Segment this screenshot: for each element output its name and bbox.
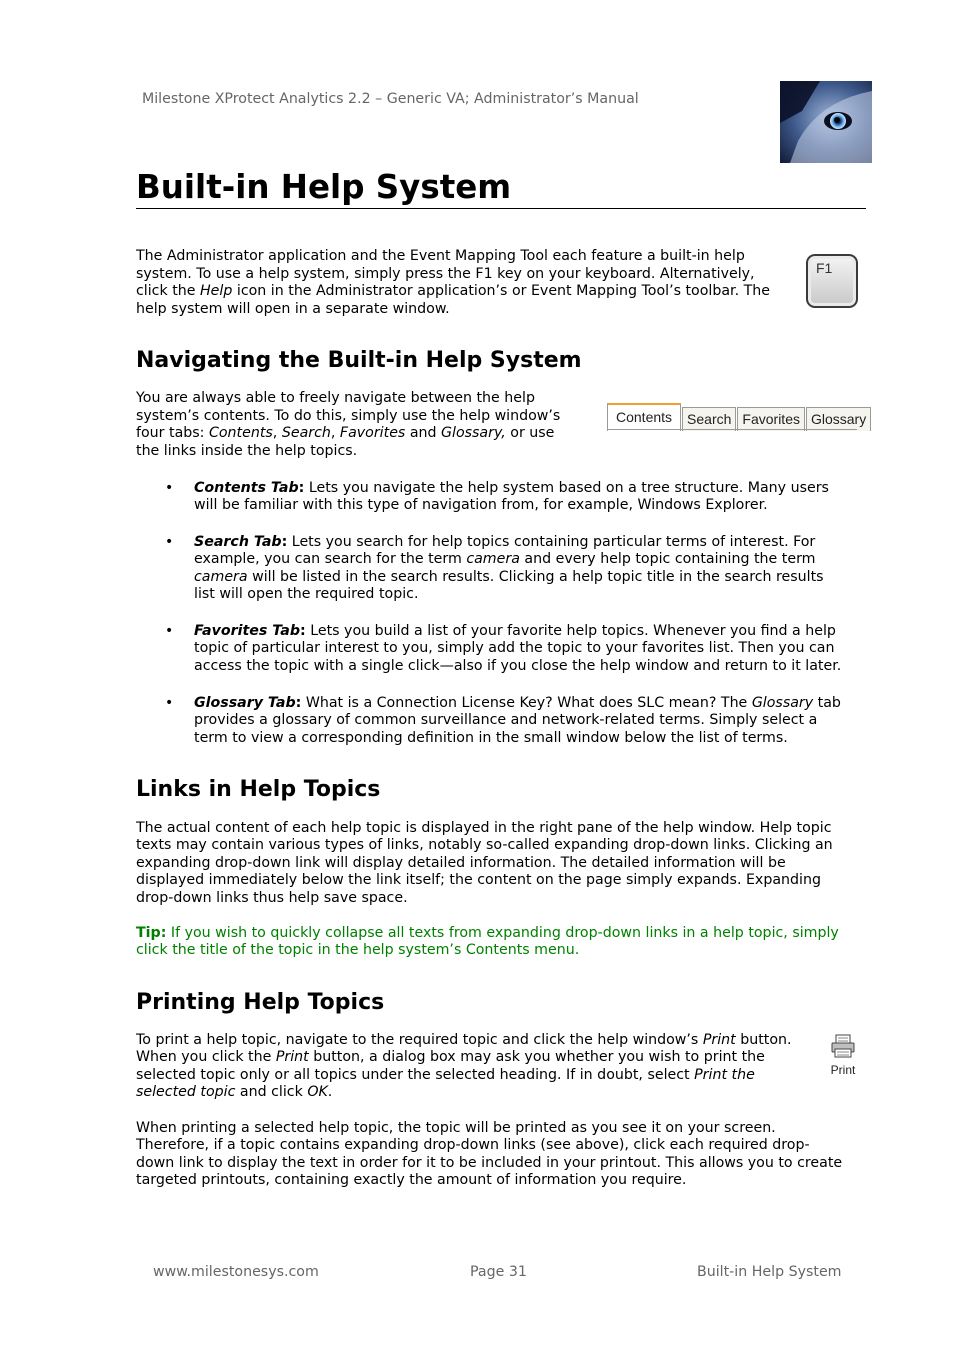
footer-website: www.milestonesys.com xyxy=(153,1264,319,1280)
bullet-marker: • xyxy=(165,534,174,550)
printing-p1-line-1: To print a help topic, navigate to the required topic and click the help window’s Print button. xyxy=(136,1032,792,1048)
nav-line-4: the links inside the help topics. xyxy=(136,443,358,459)
tab-glossary: Glossary xyxy=(806,407,871,431)
footer-page-number: Page 31 xyxy=(470,1264,527,1280)
tab-search: Search xyxy=(682,407,736,431)
nav-line-2: system’s contents. To do this, simply use the help window’s xyxy=(136,408,561,424)
printing-p1-line-3: selected topic only or all topics under the selected heading. If in doubt, select Print the xyxy=(136,1067,755,1083)
page-title: Built-in Help System xyxy=(136,168,512,206)
links-line-1: The actual content of each help topic is displayed in the right pane of the help window. Help topic xyxy=(136,820,832,836)
bullet-search-line-3: camera will be listed in the search results. Clicking a help topic title in the search results xyxy=(194,569,824,585)
bullet-contents-line-1: Contents Tab: Lets you navigate the help system based on a tree structure. Many users xyxy=(194,480,829,496)
printing-p1-line-4: selected topic and click OK. xyxy=(136,1084,333,1100)
bullet-glossary-line-2: provides a glossary of common surveillance and network-related terms. Simply select a xyxy=(194,712,818,728)
footer-section-title: Built-in Help System xyxy=(697,1264,842,1280)
links-heading: Links in Help Topics xyxy=(136,777,381,802)
printing-p2-line-3: down link to display the text in order for it to be included in your printout. This allows you to create xyxy=(136,1155,843,1171)
print-button-illustration xyxy=(826,1034,860,1078)
printing-heading: Printing Help Topics xyxy=(136,990,385,1015)
bullet-marker: • xyxy=(165,480,174,496)
printer-icon xyxy=(830,1034,856,1058)
printing-p2-line-1: When printing a selected help topic, the topic will be printed as you see it on your screen. xyxy=(136,1120,776,1136)
bullet-search-line-2: example, you can search for the term camera and every help topic containing the term xyxy=(194,551,816,567)
tab-favorites: Favorites xyxy=(737,407,805,431)
intro-line-1: The Administrator application and the Event Mapping Tool each feature a built-in help xyxy=(136,248,745,264)
bullet-marker: • xyxy=(165,623,174,639)
nav-line-3: four tabs: Contents, Search, Favorites and Glossary, or use xyxy=(136,425,555,441)
printing-p1-line-2: When you click the Print button, a dialog box may ask you whether you wish to print the xyxy=(136,1049,765,1065)
navigating-heading: Navigating the Built-in Help System xyxy=(136,348,582,373)
nav-line-1: You are always able to freely navigate between the help xyxy=(136,390,535,406)
printing-p2-line-4: targeted printouts, containing exactly the amount of information you require. xyxy=(136,1172,687,1188)
bullet-search-line-4: list will open the required topic. xyxy=(194,586,419,602)
f1-key-icon xyxy=(806,254,858,308)
bullet-favorites-line-1: Favorites Tab: Lets you build a list of your favorite help topics. Whenever you find a help xyxy=(194,623,836,639)
tabs-baseline xyxy=(607,429,857,430)
intro-line-4: help system will open in a separate window. xyxy=(136,301,450,317)
manual-header-title: Milestone XProtect Analytics 2.2 – Generic VA; Administrator’s Manual xyxy=(142,91,639,107)
title-underline xyxy=(136,208,866,209)
print-button-label: Print xyxy=(830,1063,856,1077)
bullet-marker: • xyxy=(165,695,174,711)
printing-p2-line-2: Therefore, if a topic contains expanding drop-down links (see above), click each required drop- xyxy=(136,1137,810,1153)
tip-label: Tip: xyxy=(136,925,167,941)
help-tabs-illustration xyxy=(607,403,872,431)
help-term: Help xyxy=(200,283,233,299)
f1-key-label: F1 xyxy=(816,260,833,276)
tip-line-1: Tip: If you wish to quickly collapse all texts from expanding drop-down links in a help topic, simply xyxy=(136,925,839,941)
links-line-3: expanding drop-down link will display detailed information. The detailed information will be xyxy=(136,855,786,871)
links-line-4: displayed immediately below the link itself; the content on the page simply expands. Expanding xyxy=(136,872,821,888)
wolf-eye-logo xyxy=(780,81,872,163)
bullet-glossary-line-1: Glossary Tab: What is a Connection License Key? What does SLC mean? The Glossary tab xyxy=(194,695,841,711)
links-line-5: drop-down links thus help save space. xyxy=(136,890,408,906)
links-line-2: texts may contain various types of links, notably so-called expanding drop-down links. Clicking an xyxy=(136,837,833,853)
tip-line-2: click the title of the topic in the help system’s Contents menu. xyxy=(136,942,580,958)
bullet-favorites-line-3: access the topic with a single click—also if you close the help window and return to it later. xyxy=(194,658,842,674)
intro-line-3: click the Help icon in the Administrator application’s or Event Mapping Tool’s toolbar. The xyxy=(136,283,770,299)
bullet-glossary-line-3: term to view a corresponding definition in the small window below the list of terms. xyxy=(194,730,788,746)
tab-contents: Contents xyxy=(607,403,681,431)
bullet-contents-line-2: will be familiar with this type of navigation from, for example, Windows Explorer. xyxy=(194,497,768,513)
intro-line-2: system. To use a help system, simply press the F1 key on your keyboard. Alternatively, xyxy=(136,266,755,282)
bullet-search-line-1: Search Tab: Lets you search for help topics containing particular terms of interest. For xyxy=(194,534,816,550)
bullet-favorites-line-2: topic of particular interest to you, simply add the topic to your favorites list. Then you can xyxy=(194,640,835,656)
